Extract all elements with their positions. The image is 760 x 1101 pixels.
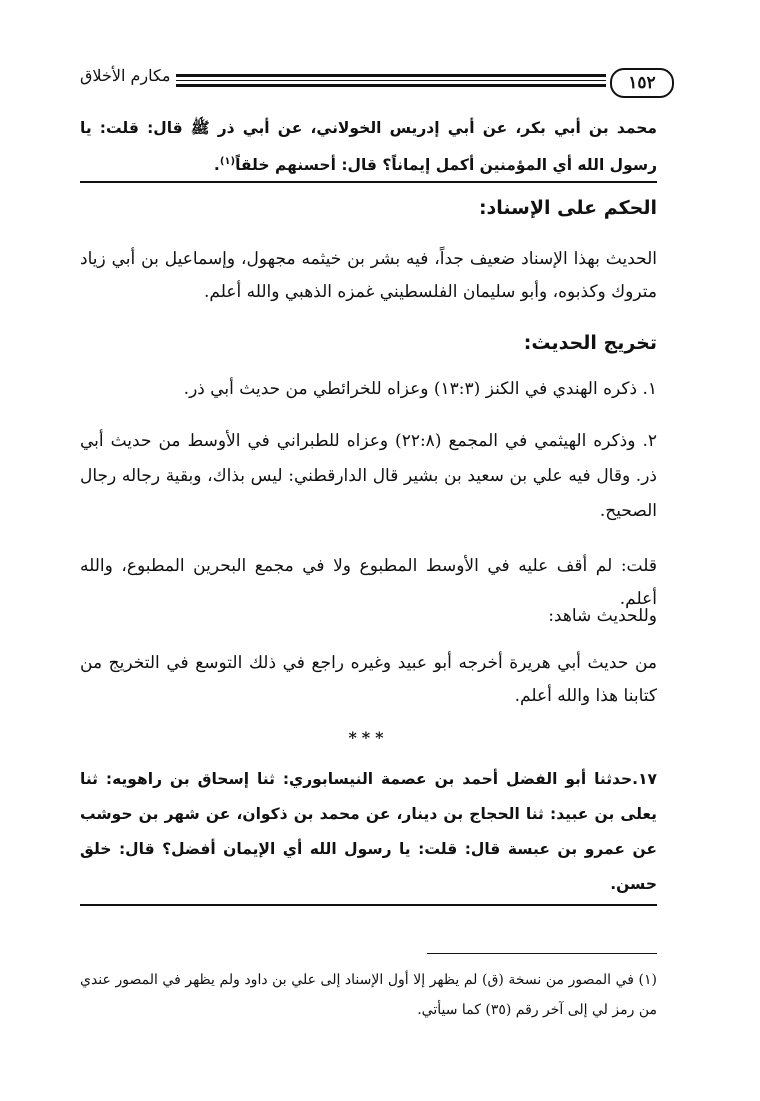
section-separator: *** (348, 728, 389, 747)
page-header (80, 62, 680, 102)
section-divider-bottom (80, 904, 657, 906)
top-hadith-end: . (213, 156, 220, 175)
witness-text: من حديث أبي هريرة أخرجه أبو عبيد وغيره راجع في ذلك التوسع في التخريج من كتابنا هذا والله أعلم. (80, 653, 657, 706)
takhrij-heading: تخريج الحديث: (523, 332, 657, 354)
takhrij-item-1: ١. ذكره الهندي في الكنز (١٣:٣) وعزاه للخرائطي من حديث أبي ذر. (183, 379, 657, 399)
takhrij-item-2: ٢. وذكره الهيثمي في المجمع (٢٢:٨) وعزاه للطبراني في الأوسط من حديث أبي ذر. وقال فيه علي بن سعيد بن بشير قال الدارقطني: ليس بذاك، وبقية رجاله رجال الصحيح. (80, 431, 657, 521)
section-divider (80, 181, 657, 183)
ruling-heading: الحكم على الإسناد: (478, 197, 657, 219)
top-hadith-text: محمد بن أبي بكر، عن أبي إدريس الخولاني، عن أبي ذر ﷺ قال: قلت: يا رسول الله أي المؤمنين أكمل إيماناً؟ قال: أحسنهم خلقاً (80, 119, 657, 175)
top-hadith (80, 112, 657, 182)
footnote: (١) في المصور من نسخة (ق) لم يظهر إلا أول الإسناد إلى علي بن داود ولم يظهر في المصور عندي من رمز لي إلى آخر رقم (٣٥) كما سيأتي. (80, 972, 657, 1018)
witness-heading: وللحديث شاهد: (548, 606, 657, 626)
page-number: ١٥٢ (610, 68, 674, 98)
ruling-text: الحديث بهذا الإسناد ضعيف جداً، فيه بشر بن خيثمه مجهول، وإسماعيل بن أبي زياد متروك وكذبوه، وأبو سليمان الفلسطيني غمزه الذهبي والله أعلم. (80, 249, 657, 302)
author-note: قلت: لم أقف عليه في الأوسط المطبوع ولا في مجمع البحرين المطبوع، والله أعلم. (80, 556, 657, 609)
footnote-marker: (١) (219, 156, 236, 167)
hadith-17: ١٧.حدثنا أبو الفضل أحمد بن عصمة النيسابوري: ثنا إسحاق بن راهويه: ثنا يعلى بن عبيد: ثنا الحجاج بن دينار، عن محمد بن ذكوان، عن شهر بن حوشب عن عمرو بن عبسة قال: قلت: يا رسول الله أي الإيمان أفضل؟ قال: خلق حسن. (80, 770, 657, 893)
page-number-frame (606, 66, 680, 98)
book-title: مكارم الأخلاق (80, 66, 171, 85)
footnote-rule (427, 953, 657, 954)
header-rule (176, 74, 606, 86)
